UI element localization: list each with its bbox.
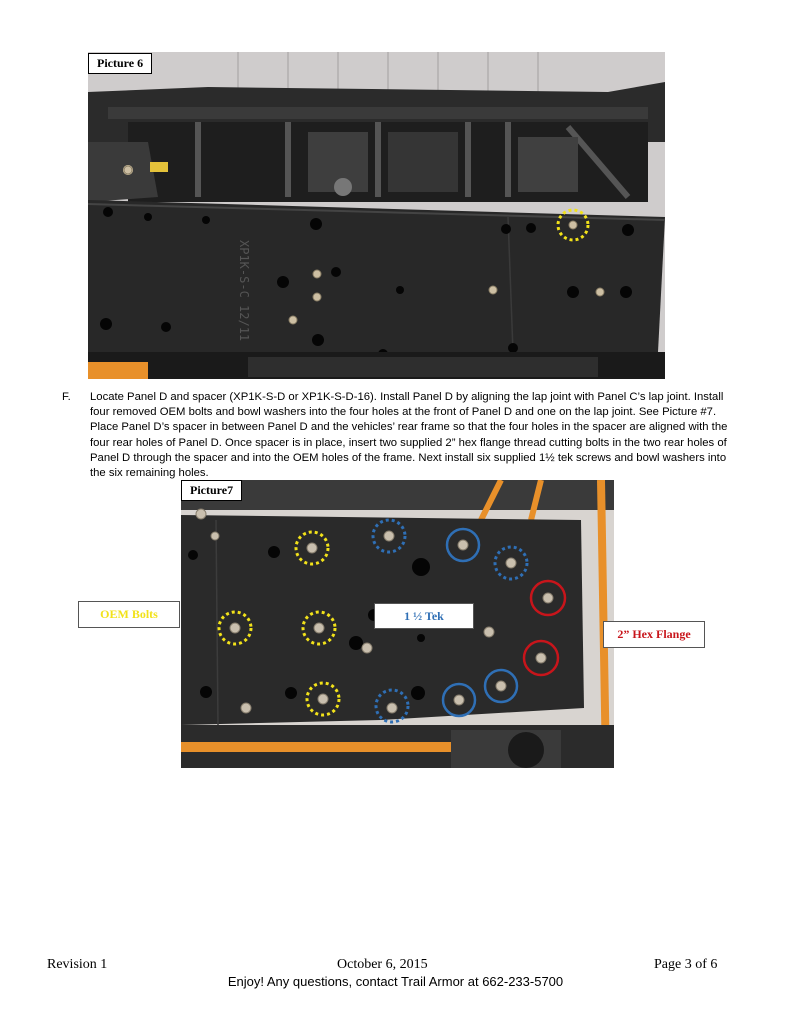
picture-7-caption: Picture7: [181, 480, 242, 501]
footer-date: October 6, 2015: [337, 957, 428, 972]
footer-revision: Revision 1: [47, 957, 108, 972]
step-text: Locate Panel D and spacer (XP1K-S-D or XP1K-S-D-16). Install Panel D by aligning the lap joint with Panel C’s lap joint. Install four removed OEM bolts and bowl washers into the four holes at the front of Panel D and one on the lap joint. See Picture #7. Place Panel D’s spacer in between Panel D and the vehicles’ rear frame so that the four holes in the spacer are aligned with the four rear holes of Panel D. Once spacer is in place, insert two supplied 2” hex flange thread cutting bolts in the two rear holes of Panel D through the spacer and into the OEM holes of the frame. Next install six supplied 1½ tek screws and bowl washers into the six remaining holes.: [90, 391, 728, 480]
hex-flange-label: 2” Hex Flange: [603, 621, 705, 648]
footer-page-number: Page 3 of 6: [654, 957, 718, 972]
step-letter: F.: [62, 391, 71, 403]
oem-bolts-label: OEM Bolts: [78, 601, 180, 628]
tek-screws-label: 1 ½ Tek: [374, 603, 474, 629]
footer-contact: Enjoy! Any questions, contact Trail Armor at 662-233-5700: [227, 974, 564, 989]
picture-6-caption: Picture 6: [88, 53, 152, 74]
picture-6-photo: [88, 52, 665, 379]
svg-text:XP1K-S-C 12/11: XP1K-S-C 12/11: [237, 240, 251, 342]
